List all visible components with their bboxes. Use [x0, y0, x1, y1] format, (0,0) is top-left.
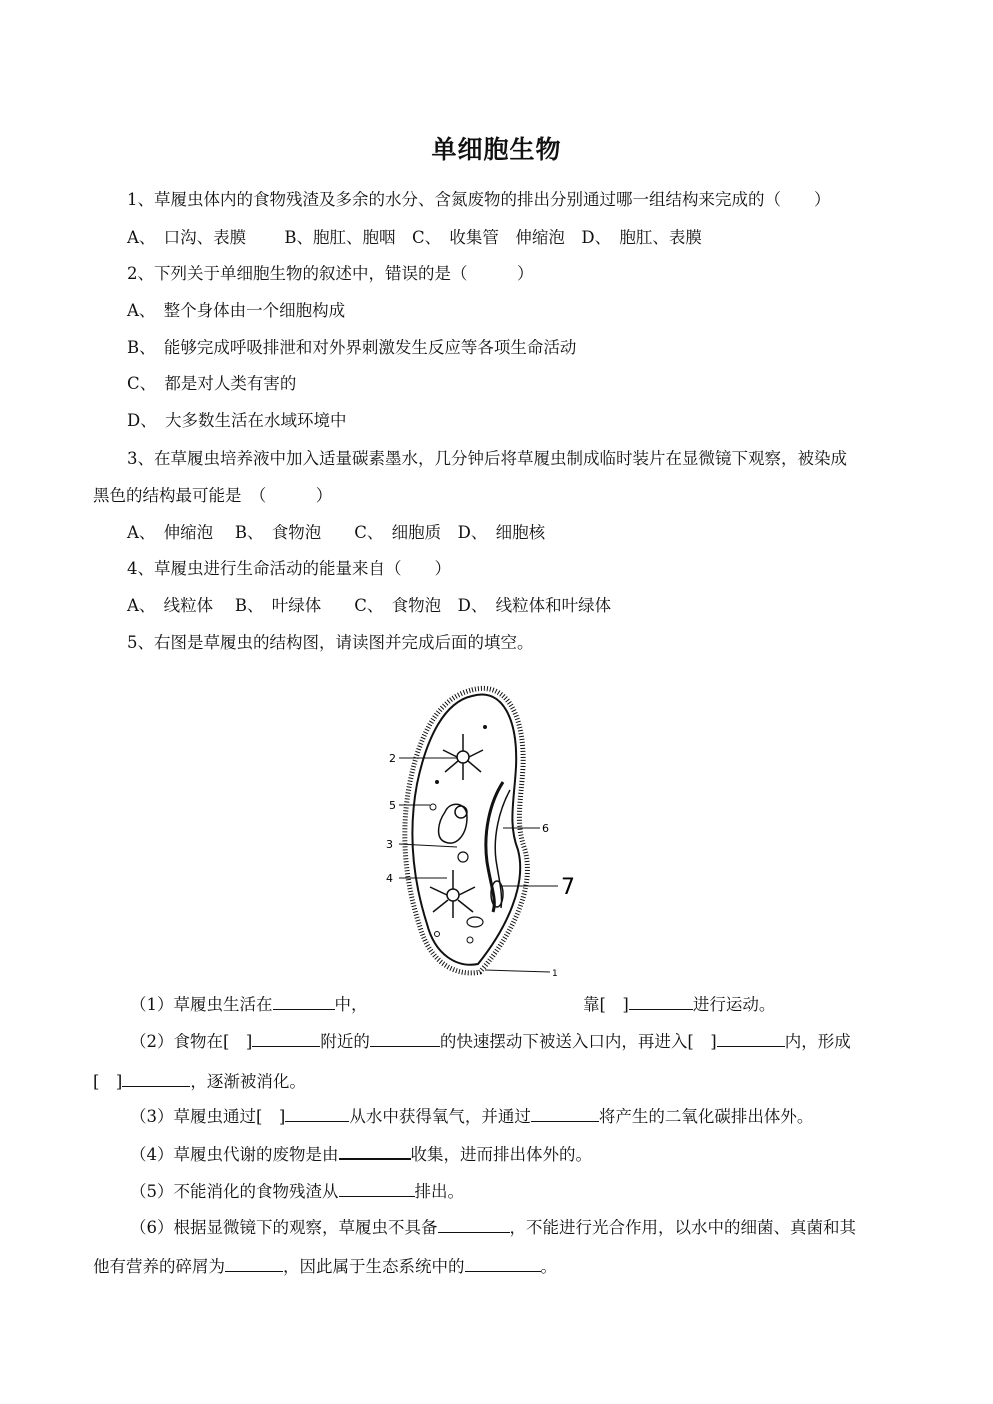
figure-label-1: 1	[552, 969, 558, 979]
figure-label-3: 3	[386, 838, 393, 851]
question-2-option-c: C、 都是对人类有害的	[127, 374, 297, 393]
fill-in-3-text-b: 从水中获得氧气，并通过	[349, 1107, 531, 1126]
blank-consumer[interactable]	[465, 1255, 541, 1272]
figure-label-7: 7	[561, 875, 575, 900]
fill-in-6-text-a: （6）根据显微镜下的观察，草履虫不具备	[130, 1218, 438, 1237]
figure-label-6: 6	[542, 822, 549, 835]
blank-habitat[interactable]	[273, 993, 335, 1010]
page-title: 单细胞生物	[431, 135, 562, 164]
question-1-stem: 1、草履虫体内的食物残渣及多余的水分、含氮废物的排出分别通过哪一组结构来完成的（ ）	[127, 190, 831, 209]
question-3-options: A、 伸缩泡 B、 食物泡 C、 细胞质 D、 细胞核	[127, 523, 546, 542]
fill-in-3	[130, 1105, 813, 1128]
question-1-options: A、 口沟、表膜 B、胞肛、胞咽 C、 收集管 伸缩泡 D、 胞肛、表膜	[127, 228, 702, 247]
blank-cilia[interactable]	[370, 1030, 440, 1047]
question-4-stem: 4、草履虫进行生命活动的能量来自（ ）	[127, 559, 451, 578]
fill-in-5-text-b: 排出。	[414, 1182, 464, 1201]
fill-in-1-part2	[583, 993, 775, 1016]
fill-in-5-text-a: （5）不能消化的食物残渣从	[130, 1182, 339, 1201]
fill-in-6-text-d: ，因此属于生态系统中的	[283, 1257, 465, 1276]
fill-in-6	[130, 1216, 856, 1239]
fill-in-6-text-b: ，不能进行光合作用，以水中的细菌、真菌和其	[509, 1218, 856, 1237]
question-2-option-a: A、 整个身体由一个细胞构成	[127, 301, 346, 320]
fill-in-6-text-c: 他有营养的碎屑为	[93, 1257, 225, 1276]
fill-in-2-text-b: 附近的	[320, 1032, 370, 1051]
fill-in-2-text-e: [ ]	[93, 1072, 123, 1091]
question-2-option-d: D、 大多数生活在水域环境中	[127, 411, 347, 430]
blank-waste-collector[interactable]	[339, 1142, 411, 1160]
fill-in-6-text-e: 。	[540, 1257, 557, 1276]
figure-label-2: 2	[389, 752, 396, 765]
question-3-stem-line1: 3、在草履虫培养液中加入适量碳素墨水，几分钟后将草履虫制成临时装片在显微镜下观察，被染成	[127, 449, 847, 468]
figure-label-4: 4	[386, 872, 393, 885]
question-2-stem: 2、下列关于单细胞生物的叙述中，错误的是（ ）	[127, 264, 534, 283]
fill-in-1-text-d: 进行运动。	[692, 995, 776, 1014]
question-2-option-b: B、 能够完成呼吸排泄和对外界刺激发生反应等各项生命活动	[127, 338, 577, 357]
blank-membrane-co2[interactable]	[531, 1105, 599, 1122]
fill-in-2-text-a: （2）食物在[ ]	[130, 1032, 253, 1051]
blank-chloroplast[interactable]	[438, 1216, 510, 1233]
blank-food[interactable]	[225, 1255, 283, 1272]
fill-in-3-text-a: （3）草履虫通过[ ]	[130, 1107, 286, 1126]
blank-locomotion[interactable]	[629, 993, 693, 1010]
fill-in-1-text-c: 靠[ ]	[583, 995, 629, 1014]
fill-in-1	[130, 993, 368, 1016]
fill-in-4	[130, 1142, 592, 1166]
fill-in-1-text-a: （1）草履虫生活在	[130, 995, 273, 1014]
question-5-stem: 5、右图是草履虫的结构图，请读图并完成后面的填空。	[127, 633, 534, 652]
fill-in-4-text-a: （4）草履虫代谢的废物是由	[130, 1145, 339, 1164]
fill-in-6-line2	[93, 1255, 557, 1278]
fill-in-2-text-f: ，逐渐被消化。	[190, 1072, 306, 1091]
blank-food-vacuole[interactable]	[122, 1070, 190, 1087]
fill-in-4-text-b: 收集，进而排出体外的。	[410, 1145, 592, 1164]
fill-in-5	[130, 1180, 464, 1203]
fill-in-3-text-c: 将产生的二氧化碳排出体外。	[598, 1107, 814, 1126]
fill-in-1-text-b: 中，	[334, 995, 368, 1014]
blank-anal-pore[interactable]	[339, 1180, 415, 1197]
blank-membrane-oxygen[interactable]	[285, 1105, 349, 1122]
question-3-stem-line2: 黑色的结构最可能是 （ ）	[93, 486, 333, 505]
blank-gullet[interactable]	[717, 1030, 785, 1047]
figure-label-5: 5	[389, 799, 396, 812]
fill-in-2-text-c: 的快速摆动下被送入口内，再进入[ ]	[439, 1032, 717, 1051]
fill-in-2	[130, 1030, 851, 1053]
blank-oral-groove[interactable]	[252, 1030, 320, 1047]
fill-in-2-text-d: 内，形成	[784, 1032, 851, 1051]
question-4-options: A、 线粒体 B、 叶绿体 C、 食物泡 D、 线粒体和叶绿体	[127, 596, 612, 615]
paramecium-diagram	[375, 672, 595, 1002]
fill-in-2-line2	[93, 1070, 306, 1093]
